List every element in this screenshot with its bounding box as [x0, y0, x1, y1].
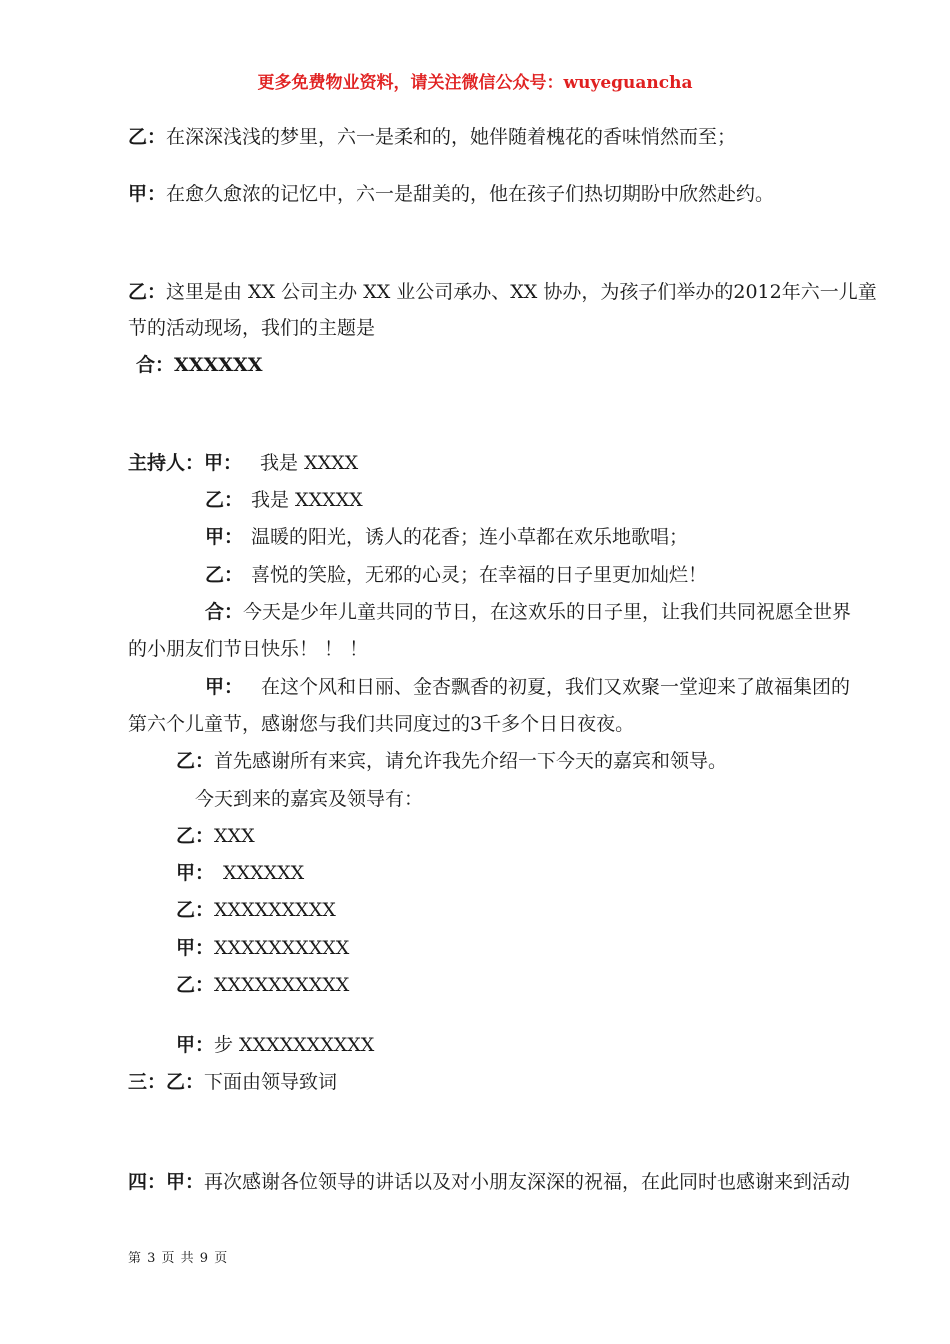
speaker-label: 乙： [176, 750, 215, 772]
host-line-3 [205, 525, 688, 549]
host-line-7 [176, 749, 727, 773]
host-line-6-cont: 第六个儿童节，感谢您与我们共同度过的3千多个日日夜夜。 [128, 713, 635, 735]
speaker-label: 甲： [128, 183, 167, 205]
speaker-label: 甲： [176, 862, 215, 884]
dialogue-text: XXXXXX [174, 354, 263, 376]
dialogue-text: 喜悦的笑脸，无邪的心灵；在幸福的日子里更加灿烂！ [251, 564, 708, 586]
dialogue-text: 再次感谢各位领导的讲话以及对小朋友深深的祝福，在此同时也感谢来到活动 [204, 1171, 851, 1193]
guest-item [176, 824, 255, 848]
speaker-label: 乙： [176, 825, 215, 847]
speaker-label: 合： [205, 601, 244, 623]
page-footer: 第 3 页 共 9 页 [128, 1251, 229, 1266]
dialogue-text: 步 XXXXXXXXXX [214, 1034, 375, 1056]
guest-name: XXXXXXXXXX [214, 937, 350, 959]
dialogue-text: 这里是由 XX 公司主办 XX 业公司承办、XX 协办，为孩子们举办的2012年六一儿童 [166, 281, 877, 303]
dialogue-text: 下面由领导致词 [204, 1071, 338, 1093]
dialogue-text: 在深深浅浅的梦里，六一是柔和的，她伴随着槐花的香味悄然而至； [166, 126, 737, 148]
host-line-5-cont: 的小朋友们节日快乐！ ！ ！ [128, 638, 369, 660]
dialogue-text: 首先感谢所有来宾，请允许我先介绍一下今天的嘉宾和领导。 [214, 750, 728, 772]
dialogue-text: 我是 XXXX [260, 452, 359, 474]
intro-line-3-cont: 节的活动现场，我们的主题是 [128, 317, 376, 339]
step-line-3 [128, 1170, 850, 1194]
intro-line-1 [128, 125, 736, 149]
speaker-label: 甲： [166, 1171, 205, 1193]
dialogue-text: 今天是少年儿童共同的节日，在这欢乐的日子里，让我们共同祝愿全世界 [243, 601, 852, 623]
speaker-label: 乙： [176, 899, 215, 921]
guest-item [176, 973, 349, 997]
guests-intro: 今天到来的嘉宾及领导有： [195, 788, 424, 810]
speaker-label: 甲： [205, 526, 244, 548]
speaker-label: 甲： [204, 452, 243, 474]
host-line-2 [205, 488, 363, 512]
speaker-label: 乙： [205, 564, 244, 586]
intro-line-3 [128, 280, 877, 304]
dialogue-text: 我是 XXXXX [251, 489, 363, 511]
speaker-label: 乙： [205, 489, 244, 511]
hosts-prefix: 主持人： [128, 452, 205, 474]
guest-item [176, 898, 336, 922]
host-line-4 [205, 563, 707, 587]
guest-name: XXXXXX [223, 862, 305, 884]
section-number: 四： [128, 1171, 167, 1193]
dialogue-text: 温暖的阳光，诱人的花香；连小草都在欢乐地歌唱； [251, 526, 689, 548]
guest-name: XXX [214, 825, 255, 847]
dialogue-text: 在这个风和日丽、金杏飘香的初夏，我们又欢聚一堂迎来了啟福集团的 [261, 676, 851, 698]
guest-name: XXXXXXXXX [214, 899, 336, 921]
speaker-label: 甲： [176, 1034, 215, 1056]
intro-line-4 [136, 353, 262, 377]
host-line-5 [205, 600, 851, 624]
speaker-label: 甲： [205, 676, 244, 698]
host-line-6 [205, 675, 850, 699]
speaker-label: 乙： [128, 281, 167, 303]
speaker-label: 甲： [176, 937, 215, 959]
host-line-1 [128, 451, 358, 475]
speaker-label: 合： [136, 354, 175, 376]
speaker-label: 乙： [128, 126, 167, 148]
guest-item [176, 861, 304, 885]
step-line-1 [176, 1033, 374, 1057]
guest-item [176, 936, 349, 960]
guest-name: XXXXXXXXXX [214, 974, 350, 996]
dialogue-text: 在愈久愈浓的记忆中，六一是甜美的，他在孩子们热切期盼中欣然赴约。 [166, 183, 775, 205]
speaker-label: 乙： [176, 974, 215, 996]
header-notice: 更多免费物业资料，请关注微信公众号：wuyeguancha [257, 73, 693, 93]
section-number: 三： [128, 1071, 167, 1093]
intro-line-2 [128, 182, 774, 206]
speaker-label: 乙： [166, 1071, 205, 1093]
step-line-2 [128, 1070, 337, 1094]
